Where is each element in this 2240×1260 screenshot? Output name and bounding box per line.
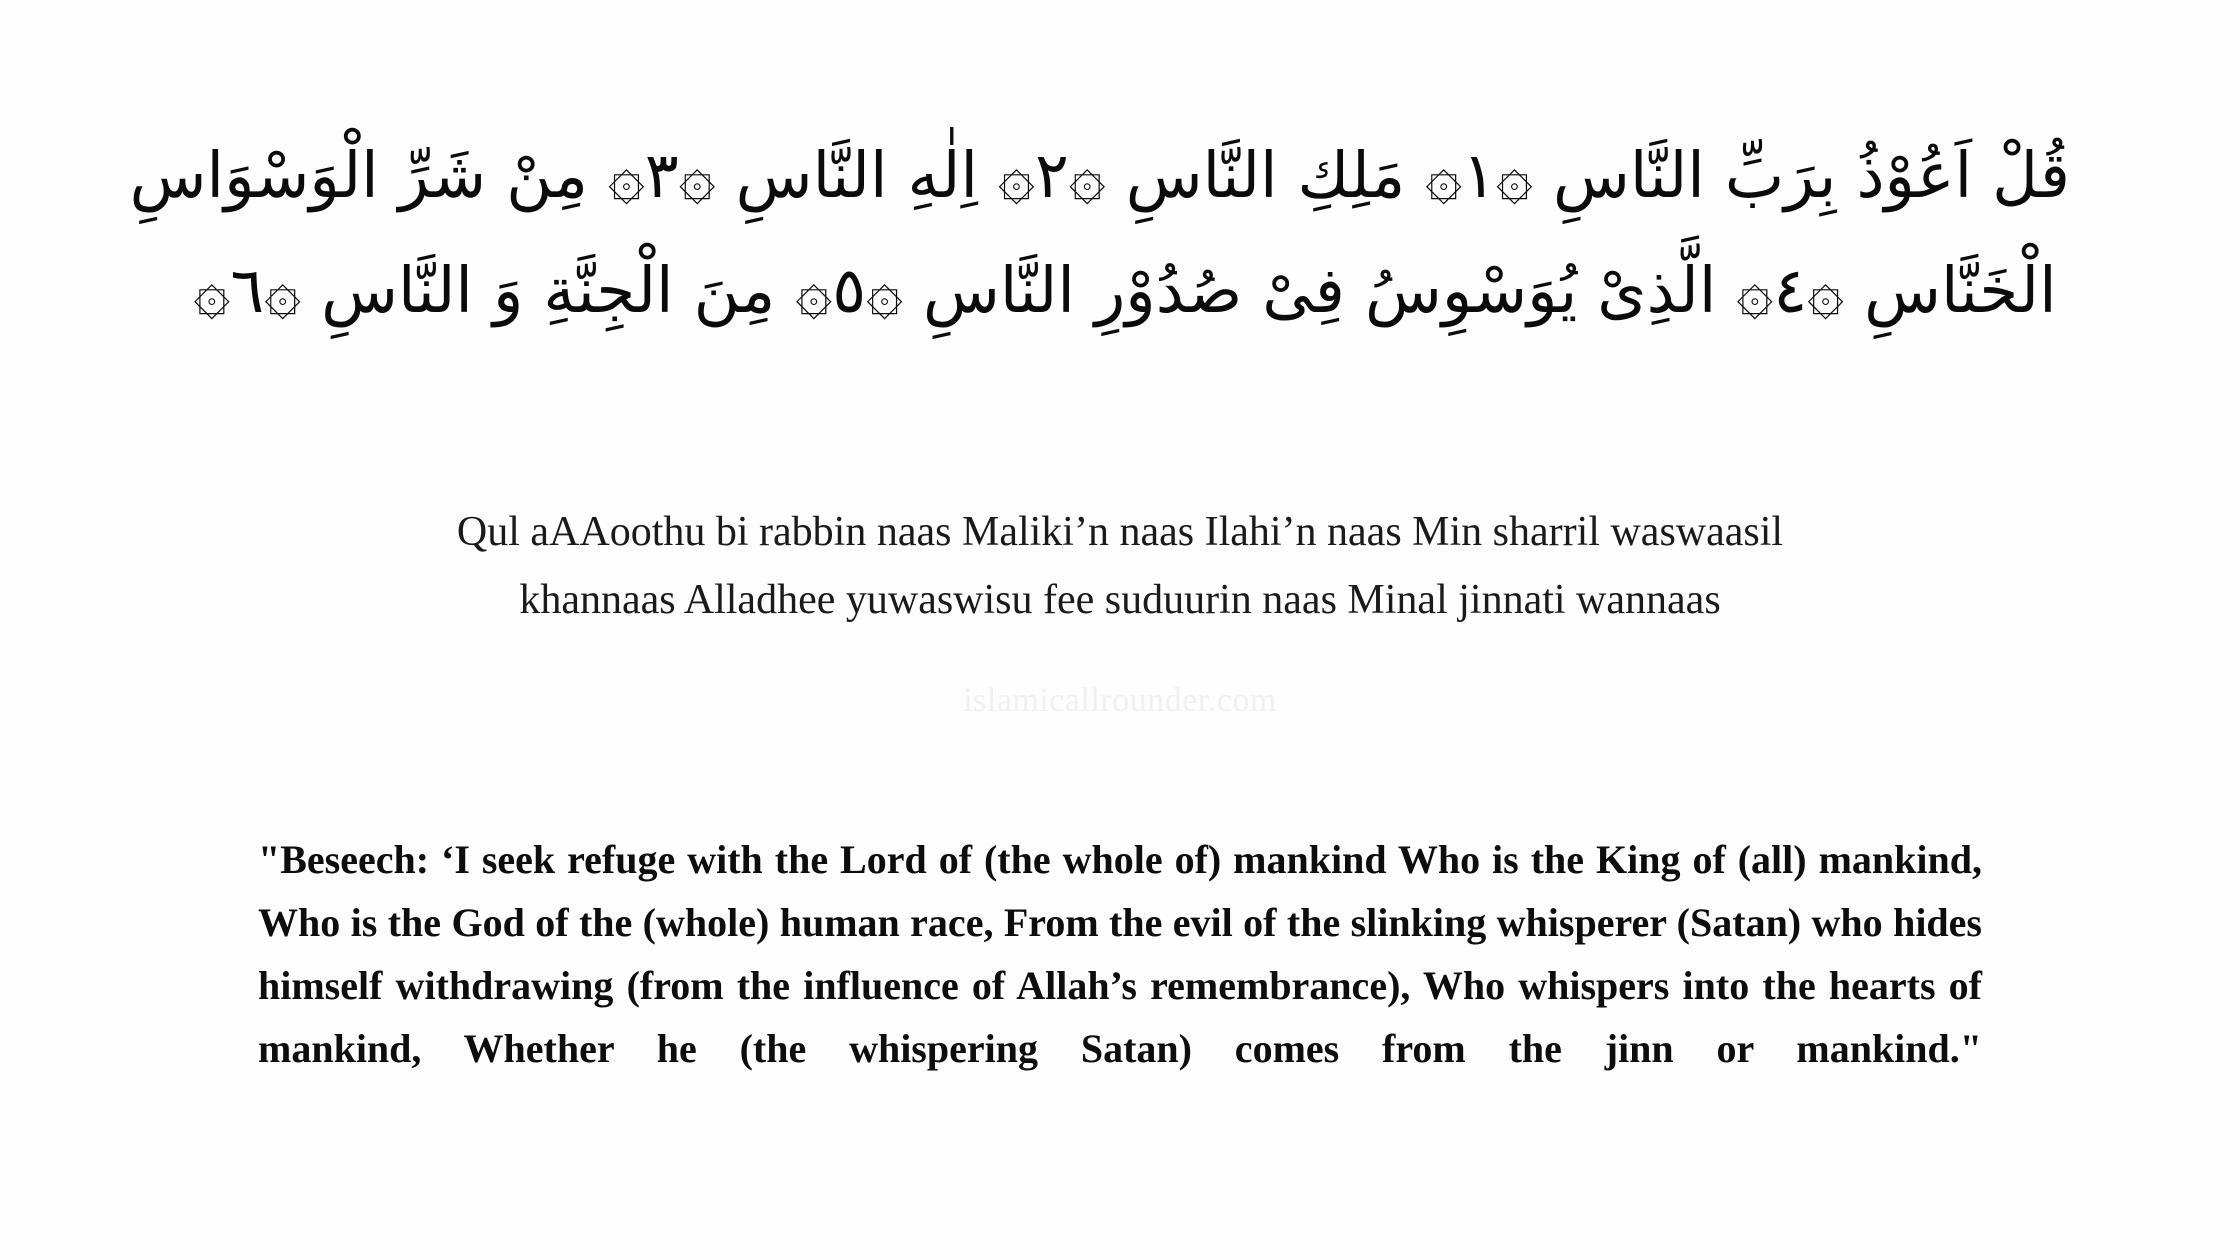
site-watermark: islamicallrounder.com xyxy=(963,682,1277,719)
arabic-verse-line-1: قُلْ اَعُوْذُ بِرَبِّ النَّاسِ ۞١۞ مَلِكِ النَّاسِ ۞٢۞ اِلٰهِ النَّاسِ ۞٣۞ مِنْ شَرِّ الْوَسْوَاسِ xyxy=(129,139,2070,212)
arabic-verse-line-2: الْخَنَّاسِ ۞٤۞ الَّذِىْ يُوَسْوِسُ فِىْ صُدُوْرِ النَّاسِ ۞٥۞ مِنَ الْجِنَّةِ وَ النَّاسِ ۞٦۞ xyxy=(193,254,2057,327)
translation-text: "Beseech: ‘I seek refuge with the Lord of (the whole of) mankind Who is the King of (all) mankind, Who is the God of the (whole) human race, From the evil of the slinking whisperer (Satan) who hides himself withdrawing (from the influence of Allah’s remembrance), Who whispers into the hearts of mankind, Whether he (the whispering Satan) comes from the jinn or mankind." xyxy=(258,837,1982,1071)
transliteration-block xyxy=(300,498,1940,634)
translation-block xyxy=(258,828,1982,1143)
arabic-verses-block xyxy=(129,118,2070,348)
transliteration-line-1: Qul aAAoothu bi rabbin naas Maliki’n naas Ilahi’n naas Min sharril waswaasil xyxy=(456,509,1784,555)
transliteration-line-2: khannaas Alladhee yuwaswisu fee suduurin naas Minal jinnati wannaas xyxy=(519,577,1721,623)
